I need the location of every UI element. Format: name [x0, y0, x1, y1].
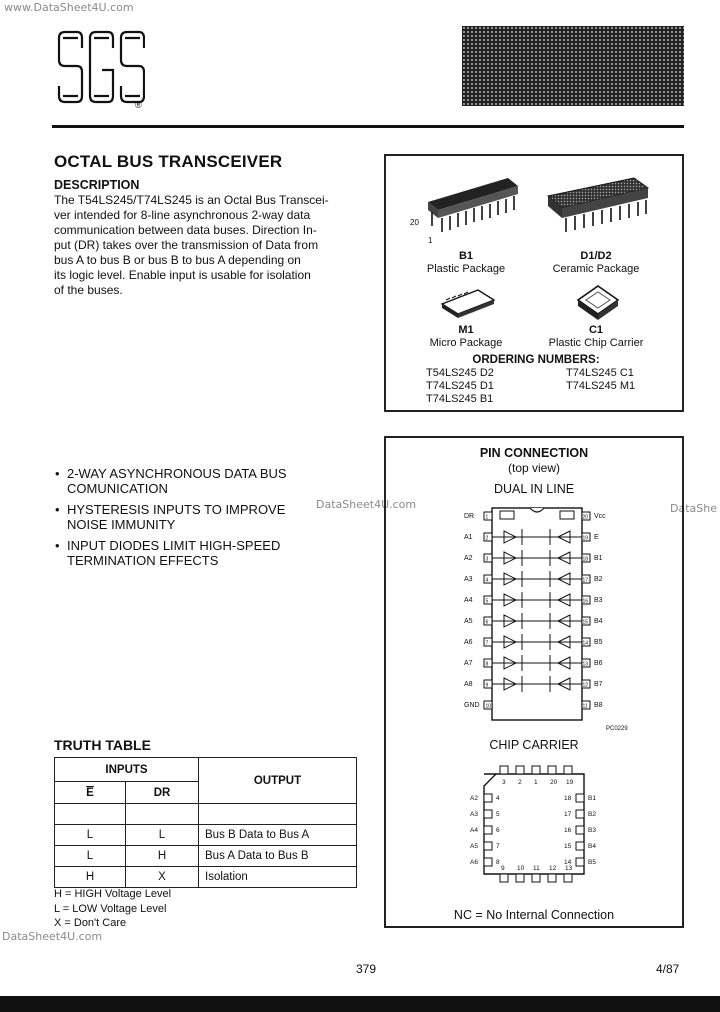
- watermark-middle: DataSheet4U.com: [316, 498, 417, 511]
- cc-pin-left: [484, 794, 492, 802]
- package-code: B1: [458, 250, 474, 262]
- cc-pin-right: [576, 826, 584, 834]
- cc-label-left: A2: [470, 795, 478, 802]
- page-title: OCTAL BUS TRANSCEIVER: [54, 152, 283, 171]
- cc-pin-bottom: [516, 874, 524, 882]
- ordering-left-list: [426, 367, 494, 406]
- cc-label-right: B1: [588, 795, 596, 802]
- ordering-number: T74LS245 B1: [426, 393, 494, 405]
- registered-mark: ®: [135, 100, 142, 110]
- package-d1d2-label: [536, 250, 656, 276]
- pin-label-left: DR: [464, 513, 475, 520]
- ordering-number: T54LS245 D2: [426, 367, 494, 379]
- feature-line: TERMINATION EFFECTS: [67, 552, 219, 568]
- cc-pin-number-top: 1: [534, 779, 538, 786]
- description-line: put (DR) takes over the transmission of Data from: [54, 238, 319, 252]
- package-name: Plastic Package: [426, 263, 506, 275]
- pin-number-right: 16: [582, 598, 589, 605]
- diagram-code: PC0229: [606, 726, 628, 732]
- pin-label-right: B4: [594, 618, 603, 625]
- table-cell: L: [126, 825, 199, 846]
- cc-pin-bottom: [548, 874, 556, 882]
- cc-pin-right: [576, 794, 584, 802]
- ordering-heading: ORDERING NUMBERS:: [472, 354, 600, 366]
- header-rule: [52, 125, 684, 128]
- package-name: Plastic Chip Carrier: [548, 337, 644, 349]
- pin-connection-box: [384, 436, 684, 928]
- cc-number-right: 16: [564, 827, 572, 834]
- pin-label-right: B7: [594, 681, 603, 688]
- inputs-header: INPUTS: [55, 758, 199, 782]
- pin-number-right: 14: [582, 640, 589, 647]
- table-row: [55, 825, 357, 846]
- pin-label-left: A4: [464, 597, 473, 604]
- cc-pin-number-bottom: 11: [533, 865, 540, 872]
- pin-number-right: 13: [582, 661, 589, 668]
- pin-number-left: 4: [485, 577, 489, 584]
- pin-number-left: 6: [485, 619, 489, 626]
- description-line: bus A to bus B or bus B to bus A depending on: [54, 253, 301, 267]
- pin-label-right: B2: [594, 576, 603, 583]
- pin-label-right: B1: [594, 555, 603, 562]
- cc-number-right: 15: [564, 843, 572, 850]
- description-heading: DESCRIPTION: [54, 178, 140, 192]
- package-code: D1/D2: [580, 250, 612, 262]
- cc-pin-top: [532, 766, 540, 774]
- watermark-bottom-left: DataSheet4U.com: [2, 930, 103, 943]
- package-box: [384, 154, 684, 412]
- dual-in-line-heading: DUAL IN LINE: [493, 482, 575, 496]
- pin-number-right: 15: [582, 619, 589, 626]
- cc-pin-number-bottom: 13: [565, 865, 573, 872]
- pin-label-left: GND: [464, 702, 480, 709]
- cc-number-right: 14: [564, 859, 572, 866]
- description-line: ver intended for 8-line asynchronous 2-way data: [54, 208, 311, 222]
- cc-pin-number-bottom: 9: [501, 865, 505, 872]
- cc-number-left: 8: [496, 859, 500, 866]
- table-cell: L: [55, 846, 126, 867]
- ordering-number: T74LS245 M1: [566, 380, 636, 392]
- page-date: 4/87: [656, 962, 680, 976]
- dual-in-line-diagram: [426, 500, 646, 734]
- package-code: C1: [588, 324, 604, 336]
- cc-label-left: A4: [470, 827, 478, 834]
- cc-number-left: 7: [496, 843, 500, 850]
- cc-pin-top: [516, 766, 524, 774]
- pin-number-left: 7: [485, 640, 489, 647]
- truth-table-legend: [54, 887, 171, 931]
- cc-pin-bottom: [500, 874, 508, 882]
- chip-carrier-diagram: [444, 756, 624, 890]
- feature-item: [54, 503, 354, 532]
- cc-pin-bottom: [532, 874, 540, 882]
- table-cell: L: [55, 825, 126, 846]
- table-row: [55, 846, 357, 867]
- package-m1-label: [406, 324, 526, 350]
- cc-number-right: 17: [564, 811, 572, 818]
- feature-line: • INPUT DIODES LIMIT HIGH-SPEED: [67, 538, 281, 553]
- table-cell: H: [55, 867, 126, 888]
- pin-1-label: 1: [428, 236, 433, 245]
- pin-number-right: 11: [582, 703, 588, 710]
- pin-number-left: 3: [485, 556, 489, 563]
- cc-label-left: A3: [470, 811, 478, 818]
- package-code: M1: [458, 324, 474, 336]
- bottom-bar: [0, 996, 720, 1012]
- table-cell: H: [126, 846, 199, 867]
- chip-carrier-package-icon: [574, 284, 622, 324]
- cc-pin-number-top: 2: [518, 779, 522, 786]
- ordering-right-list: [566, 367, 635, 393]
- pin-label-right: B3: [594, 597, 603, 604]
- cc-pin-number-top: 19: [566, 779, 574, 786]
- table-row: [55, 867, 357, 888]
- enable-column-header: $\overline{E}$: [55, 782, 126, 804]
- pin-label-left: A6: [464, 639, 473, 646]
- cc-pin-number-bottom: 12: [549, 865, 557, 872]
- cc-pin-left: [484, 810, 492, 818]
- watermark-right: DataShe: [670, 502, 717, 515]
- ordering-number: T74LS245 C1: [566, 367, 634, 379]
- description-line: The T54LS245/T74LS245 is an Octal Bus Transcei-: [54, 193, 329, 207]
- description-text: [54, 193, 358, 298]
- pin-label-left: A8: [464, 681, 473, 688]
- pin-label-left: A1: [464, 534, 473, 541]
- package-name: Micro Package: [429, 337, 503, 349]
- legend-line: H = HIGH Voltage Level: [54, 888, 172, 900]
- cc-pin-top: [548, 766, 556, 774]
- micro-package-icon: [438, 286, 498, 322]
- cc-number-left: 4: [496, 795, 500, 802]
- feature-list: [54, 467, 354, 575]
- cc-pin-bottom: [564, 874, 572, 882]
- cc-label-left: A5: [470, 843, 478, 850]
- description-line: communication between data buses. Direction In-: [54, 223, 317, 237]
- pin-number-right: 12: [582, 682, 589, 689]
- description-line: its logic level. Enable input is usable for isolation: [54, 268, 311, 282]
- pin-number-left: 1: [485, 514, 489, 521]
- package-b1-label: [406, 250, 526, 276]
- truth-table: [54, 757, 357, 888]
- cc-pin-number-bottom: 10: [517, 865, 525, 872]
- pin-number-left: 8: [485, 661, 489, 668]
- cc-pin-left: [484, 842, 492, 850]
- legend-line: L = LOW Voltage Level: [54, 902, 167, 915]
- package-name: Ceramic Package: [552, 263, 640, 275]
- package-c1-label: [526, 324, 666, 350]
- pin-number-left: 9: [485, 682, 489, 689]
- cc-pin-right: [576, 842, 584, 850]
- pin-label-left: A5: [464, 618, 473, 625]
- pin-connection-heading: PIN CONNECTION: [479, 446, 589, 460]
- pin-label-right: B8: [594, 702, 603, 709]
- cc-label-left: A6: [470, 859, 478, 866]
- description-line: of the buses.: [54, 283, 123, 297]
- truth-table-title: TRUTH TABLE: [54, 737, 151, 753]
- halftone-banner: [462, 26, 684, 106]
- pin-label-right: Vcc: [594, 513, 606, 520]
- pin-number-right: 17: [582, 577, 589, 584]
- cc-number-left: 5: [496, 811, 500, 818]
- no-connection-note: NC = No Internal Connection: [453, 908, 615, 922]
- pin-connection-subheading: (top view): [507, 461, 560, 475]
- feature-line: • 2-WAY ASYNCHRONOUS DATA BUS: [67, 466, 287, 481]
- feature-line: • HYSTERESIS INPUTS TO IMPROVE: [67, 502, 286, 517]
- pin-label-left: A7: [464, 660, 473, 667]
- pin-number-left: 10: [485, 703, 492, 710]
- pin-number-right: 19: [582, 535, 589, 542]
- feature-item: [54, 539, 354, 568]
- cc-label-right: B5: [588, 859, 596, 866]
- cc-pin-top: [500, 766, 508, 774]
- cc-label-right: B4: [588, 843, 596, 850]
- cc-pin-top: [564, 766, 572, 774]
- pin-label-right: B6: [594, 660, 603, 667]
- feature-line: NOISE IMMUNITY: [67, 516, 176, 532]
- table-cell: Isolation: [199, 867, 357, 888]
- pin-label-right: B5: [594, 639, 603, 646]
- legend-line: X = Don't Care: [54, 917, 127, 929]
- cc-pin-right: [576, 858, 584, 866]
- table-cell: Bus B Data to Bus A: [199, 825, 357, 846]
- dr-column-header: DR: [126, 782, 199, 804]
- pin-number-left: 5: [485, 598, 489, 605]
- pin-20-label: 20: [410, 218, 419, 227]
- cc-number-right: 18: [564, 795, 572, 802]
- cc-label-right: B3: [588, 827, 596, 834]
- dip-ceramic-package-icon: [542, 176, 660, 256]
- sgs-logo: [55, 30, 145, 110]
- cc-pin-left: [484, 826, 492, 834]
- dip-plastic-package-icon: [408, 176, 526, 256]
- feature-item: [54, 467, 354, 496]
- pin-number-right: 18: [582, 556, 589, 563]
- pin-label-right: E: [594, 534, 599, 541]
- watermark-top-left: www.DataSheet4U.com: [4, 1, 134, 14]
- feature-line: COMUNICATION: [67, 480, 168, 496]
- ordering-number: T74LS245 D1: [426, 380, 494, 392]
- pin-number-left: 2: [485, 535, 489, 542]
- cc-pin-right: [576, 810, 584, 818]
- chip-carrier-heading: CHIP CARRIER: [489, 738, 579, 752]
- page-number: 379: [356, 962, 377, 976]
- cc-pin-number-top: 20: [550, 779, 558, 786]
- cc-pin-left: [484, 858, 492, 866]
- cc-label-right: B2: [588, 811, 596, 818]
- pin-number-right: 20: [582, 514, 589, 521]
- cc-pin-number-top: 3: [502, 779, 506, 786]
- output-header: OUTPUT: [199, 758, 357, 804]
- table-cell: Bus A Data to Bus B: [199, 846, 357, 867]
- table-cell: X: [126, 867, 199, 888]
- pin-label-left: A3: [464, 576, 473, 583]
- cc-number-left: 6: [496, 827, 500, 834]
- pin-label-left: A2: [464, 555, 473, 562]
